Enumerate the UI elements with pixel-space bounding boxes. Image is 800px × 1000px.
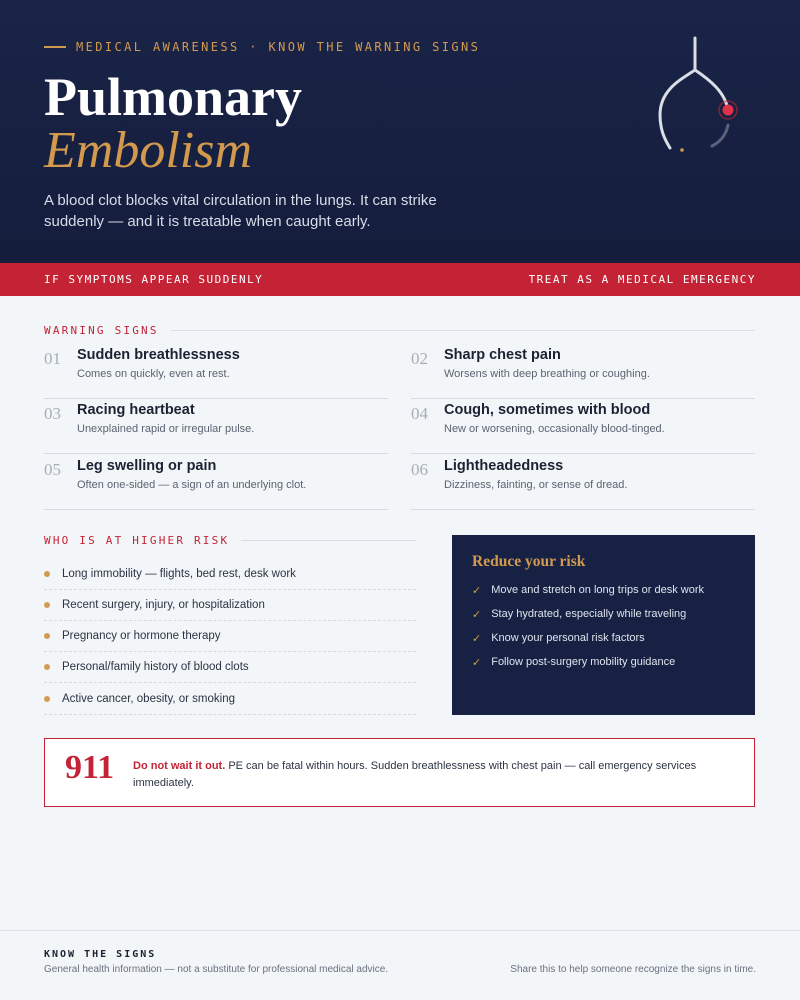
risk-heading-text: WHO IS AT HIGHER RISK: [44, 534, 230, 547]
warning-signs-heading-text: WARNING SIGNS: [44, 324, 159, 337]
warning-sign-item: [411, 398, 755, 454]
warning-sign-item: [44, 454, 388, 510]
reduce-item-text: Stay hydrated, especially while traveling: [491, 608, 687, 620]
sign-number: 02: [411, 349, 428, 368]
sign-description: Comes on quickly, even at rest.: [77, 368, 230, 380]
warning-sign-item: [44, 343, 388, 399]
risk-heading: [44, 534, 416, 547]
sign-title: Sudden breathlessness: [77, 347, 240, 363]
sign-number: 05: [44, 460, 61, 479]
footer-title: KNOW THE SIGNS: [44, 949, 157, 960]
divider: [241, 540, 416, 541]
sign-description: New or worsening, occasionally blood-tinged.: [444, 423, 665, 435]
check-icon: ✓: [472, 633, 482, 645]
reduce-item-text: Know your personal risk factors: [491, 632, 645, 644]
warning-sign-item: [411, 454, 755, 510]
sign-description: Worsens with deep breathing or coughing.: [444, 368, 650, 380]
risk-item: [44, 621, 416, 652]
footer-divider: [0, 930, 800, 931]
reduce-item-text: Follow post-surgery mobility guidance: [491, 656, 676, 668]
footer-share-note: Share this to help someone recognize the signs in time.: [510, 964, 756, 975]
stethoscope-icon: [640, 30, 760, 160]
risk-item: [44, 559, 416, 590]
risk-item-text: Recent surgery, injury, or hospitalization: [62, 599, 265, 611]
emergency-banner: [0, 263, 800, 296]
reduce-item: [472, 632, 645, 645]
risk-item-text: Active cancer, obesity, or smoking: [62, 693, 235, 705]
warning-signs-heading: [44, 324, 755, 337]
reduce-item: [472, 608, 686, 621]
check-icon: ✓: [472, 657, 482, 669]
sign-number: 04: [411, 404, 428, 423]
sign-description: Often one-sided — a sign of an underlying clot.: [77, 479, 307, 491]
emergency-callout: [44, 738, 755, 807]
sign-title: Sharp chest pain: [444, 347, 561, 363]
risk-item-text: Long immobility — flights, bed rest, desk work: [62, 568, 296, 580]
page-title-italic: Embolism: [44, 122, 252, 179]
sign-number: 01: [44, 349, 61, 368]
reduce-item: [472, 584, 704, 597]
banner-right: TREAT AS A MEDICAL EMERGENCY: [528, 273, 756, 286]
reduce-item: [472, 656, 675, 669]
warning-sign-item: [411, 343, 755, 399]
bullet-dot-icon: [44, 571, 50, 577]
divider: [171, 330, 755, 331]
risk-item: [44, 652, 416, 683]
sign-number: 03: [44, 404, 61, 423]
sign-title: Leg swelling or pain: [77, 458, 217, 474]
page-title: Pulmonary: [44, 67, 303, 127]
risk-item-text: Personal/family history of blood clots: [62, 661, 249, 673]
eyebrow-line: [44, 46, 66, 48]
bullet-dot-icon: [44, 696, 50, 702]
risk-item-text: Pregnancy or hormone therapy: [62, 630, 221, 642]
emergency-number: 911: [65, 749, 115, 786]
warning-sign-item: [44, 398, 388, 454]
bullet-dot-icon: [44, 602, 50, 608]
risk-item: [44, 684, 416, 715]
reduce-risk-card: [452, 535, 755, 715]
check-icon: ✓: [472, 585, 482, 597]
reduce-item-text: Move and stretch on long trips or desk work: [491, 584, 704, 596]
emergency-text: [133, 758, 733, 792]
bullet-dot-icon: [44, 633, 50, 639]
reduce-risk-title: Reduce your risk: [472, 553, 586, 570]
footer-disclaimer: General health information — not a substitute for professional medical advice.: [44, 964, 389, 975]
sign-title: Racing heartbeat: [77, 402, 195, 418]
risk-item: [44, 590, 416, 621]
sign-number: 06: [411, 460, 428, 479]
bullet-dot-icon: [44, 664, 50, 670]
sign-title: Cough, sometimes with blood: [444, 402, 651, 418]
emergency-strong: Do not wait it out.: [133, 760, 226, 772]
sign-description: Unexplained rapid or irregular pulse.: [77, 423, 255, 435]
emergency-body: PE can be fatal within hours. Sudden breathlessness with chest pain — call emergency services immediately.: [133, 760, 697, 789]
page-subtitle: A blood clot blocks vital circulation in the lungs. It can strike suddenly — and it is treatable when caught early.: [44, 192, 437, 230]
hero-header: [0, 0, 800, 263]
eyebrow-text: MEDICAL AWARENESS · KNOW THE WARNING SIGNS: [76, 40, 481, 54]
sign-description: Dizziness, fainting, or sense of dread.: [444, 479, 628, 491]
banner-left: IF SYMPTOMS APPEAR SUDDENLY: [44, 273, 264, 286]
check-icon: ✓: [472, 609, 482, 621]
sign-title: Lightheadedness: [444, 458, 564, 474]
eyebrow: [44, 40, 480, 54]
